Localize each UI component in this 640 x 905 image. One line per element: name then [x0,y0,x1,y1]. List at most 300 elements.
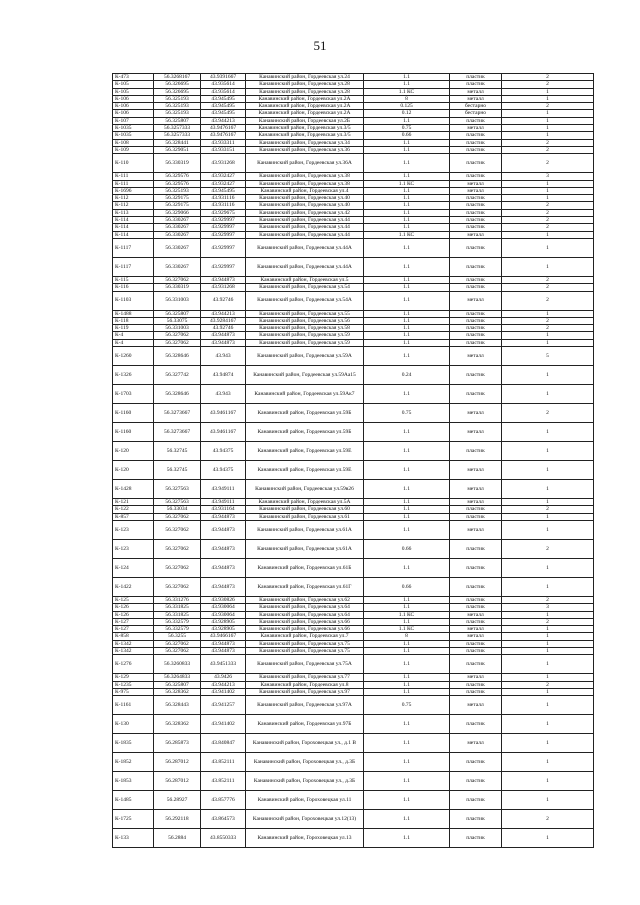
material-cell: пластик [450,810,502,829]
material-cell: металл [450,461,502,480]
material-cell: пластик [450,276,502,283]
material-cell: пластик [450,829,502,848]
address-cell: Канавинский район, Гороховецкая ул.11 [246,791,364,810]
count-cell: 1 [502,577,594,596]
latitude-cell: 56.331825 [154,611,201,618]
site-id-cell: К-111 [113,180,154,187]
table-row [113,125,594,132]
table-row [113,506,594,513]
address-cell: Канавинский район, Гордеевская ул.61Б [246,558,364,577]
material-cell: пластик [450,173,502,180]
count-cell: 3 [502,604,594,611]
table-row [113,339,594,346]
site-id-cell: К-113 [113,209,154,216]
count-cell: 3 [502,173,594,180]
count-cell: 2 [502,810,594,829]
volume-cell: 0.24 [364,366,450,385]
count-cell: 1 [502,110,594,117]
table-row [113,217,594,224]
table-row [113,195,594,202]
table-row [113,734,594,753]
longitude-cell: 43.9391667 [201,74,246,81]
site-id-cell: К-114 [113,231,154,238]
site-id-cell: К-106 [113,95,154,102]
material-cell: пластик [450,385,502,404]
address-cell: Канавинский район, Гордеевская ул.59Б [246,404,364,423]
site-id-cell: К-107 [113,117,154,124]
material-cell: пластик [450,513,502,520]
latitude-cell: 56.330267 [154,231,201,238]
count-cell: 1 [502,626,594,633]
longitude-cell: 43.935614 [201,81,246,88]
latitude-cell: 56.3257333 [154,125,201,132]
material-cell: пластик [450,539,502,558]
volume-cell: 1.1 [364,681,450,688]
address-cell: Канавинский район, Гордеевская ул.61 [246,513,364,520]
site-id-cell: К-119 [113,325,154,332]
table-row [113,317,594,324]
table-row [113,385,594,404]
table-row [113,81,594,88]
address-cell: Канавинский район, Гордеевская ул.97Б [246,715,364,734]
volume-cell: 1.1 [364,81,450,88]
site-id-cell: К-109 [113,146,154,153]
count-cell: 2 [502,146,594,153]
volume-cell: 1.1 [364,829,450,848]
count-cell: 2 [502,404,594,423]
site-id-cell: К-858 [113,633,154,640]
table-row [113,231,594,238]
address-cell: Канавинский район, Гордеевская ул.56 [246,317,364,324]
table-row [113,539,594,558]
address-cell: Канавинский район, Гордеевская ул.44А [246,257,364,276]
latitude-cell: 56.329051 [154,146,201,153]
address-cell: Канавинский район, Гордеевская ул.59Ак7 [246,385,364,404]
site-id-cell: К-126 [113,604,154,611]
material-cell: металл [450,180,502,187]
volume-cell: 1.1 [364,154,450,173]
material-cell: пластик [450,688,502,695]
count-cell: 2 [502,202,594,209]
address-cell: Канавинский район, Гороховецкая ул., д.3Б [246,753,364,772]
count-cell: 1 [502,499,594,506]
count-cell: 1 [502,753,594,772]
address-cell: Канавинский район, Гордеевская ул.62 [246,596,364,603]
count-cell: 1 [502,715,594,734]
count-cell: 2 [502,291,594,310]
count-cell: 2 [502,217,594,224]
address-cell: Канавинский район, Гордеевская ул.5А [246,499,364,506]
table-row [113,238,594,257]
longitude-cell: 43.944873 [201,558,246,577]
count-cell: 1 [502,310,594,317]
material-cell: пластик [450,154,502,173]
site-id-cell: К-123 [113,520,154,539]
count-cell: 1 [502,655,594,674]
longitude-cell: 43.949111 [201,499,246,506]
address-cell: Канавинский район, Гордеевская ул.44 [246,217,364,224]
address-cell: Канавинский район, Гордеевская ул.44 [246,224,364,231]
site-id-cell: К-1103 [113,291,154,310]
longitude-cell: 43.929997 [201,231,246,238]
table-row [113,772,594,791]
latitude-cell: 56.327062 [154,513,201,520]
material-cell: металл [450,187,502,194]
latitude-cell: 56.287012 [154,753,201,772]
count-cell: 1 [502,195,594,202]
register-sheet [112,73,593,848]
material-cell: пластик [450,224,502,231]
table-row [113,154,594,173]
address-cell: Канавинский район, Гордеевская ул.64 [246,604,364,611]
latitude-cell: 56.328441 [154,139,201,146]
site-id-cell: К-857 [113,513,154,520]
site-id-cell: К-1260 [113,347,154,366]
longitude-cell: 43.931268 [201,154,246,173]
site-id-cell: К-105 [113,88,154,95]
table-row [113,577,594,596]
volume-cell: 1.1 [364,317,450,324]
material-cell: пластик [450,209,502,216]
table-row [113,74,594,81]
table-row [113,604,594,611]
volume-cell: 1.1 [364,310,450,317]
count-cell: 1 [502,674,594,681]
site-id-cell: К-4 [113,339,154,346]
latitude-cell: 56.327062 [154,276,201,283]
longitude-cell: 43.931116 [201,195,246,202]
latitude-cell: 56.327062 [154,647,201,654]
count-cell: 1 [502,366,594,385]
count-cell: 2 [502,74,594,81]
volume-cell: 0.66 [364,577,450,596]
table-row [113,173,594,180]
table-row [113,180,594,187]
count-cell: 2 [502,81,594,88]
material-cell: пластик [450,238,502,257]
longitude-cell: 43.944873 [201,640,246,647]
longitude-cell: 43.94375 [201,461,246,480]
table-row [113,95,594,102]
table-row [113,310,594,317]
longitude-cell: 43.945495 [201,187,246,194]
count-cell: 1 [502,423,594,442]
material-cell: бестарно [450,103,502,110]
longitude-cell: 43.840847 [201,734,246,753]
longitude-cell: 43.945495 [201,95,246,102]
count-cell: 2 [502,209,594,216]
latitude-cell: 56.329175 [154,195,201,202]
latitude-cell: 56.328362 [154,715,201,734]
longitude-cell: 43.852111 [201,753,246,772]
material-cell: пластик [450,146,502,153]
site-id-cell: К-115 [113,276,154,283]
longitude-cell: 43.864573 [201,810,246,829]
address-cell: Канавинский район, Гордеевская ул.36А [246,154,364,173]
table-row [113,325,594,332]
latitude-cell: 56.32745 [154,442,201,461]
volume-cell: 0.75 [364,125,450,132]
address-cell: Канавинский район, Гордеевская ул.2А [246,110,364,117]
latitude-cell: 56.327062 [154,339,201,346]
material-cell: металл [450,125,502,132]
longitude-cell: 43.94874 [201,366,246,385]
longitude-cell: 43.9451333 [201,655,246,674]
longitude-cell: 43.930064 [201,604,246,611]
site-id-cell: К-110 [113,154,154,173]
latitude-cell: 56.3273667 [154,423,201,442]
latitude-cell: 56.325193 [154,95,201,102]
volume-cell: 1.1 [364,423,450,442]
volume-cell: 1.1 [364,753,450,772]
longitude-cell: 43.944873 [201,276,246,283]
count-cell: 1 [502,520,594,539]
volume-cell: 1.1 [364,257,450,276]
count-cell: 1 [502,461,594,480]
longitude-cell: 43.9284167 [201,317,246,324]
table-row [113,202,594,209]
table-row [113,284,594,291]
address-cell: Канавинский район, Гордеевская ул.42 [246,209,364,216]
latitude-cell: 56.329576 [154,180,201,187]
site-id-cell: К-112 [113,195,154,202]
table-row [113,139,594,146]
material-cell: пластик [450,655,502,674]
material-cell: пластик [450,74,502,81]
count-cell: 2 [502,103,594,110]
volume-cell: 1.1 [364,187,450,194]
volume-cell: 1.1 [364,604,450,611]
volume-cell: 1.1 [364,195,450,202]
address-cell: Канавинский район, Гордеевская ул.77 [246,674,364,681]
longitude-cell: 43.944213 [201,310,246,317]
address-cell: Канавинский район, Гордеевская ул.44А [246,238,364,257]
site-id-cell: К-1276 [113,655,154,674]
count-cell: 1 [502,688,594,695]
latitude-cell: 56.2884 [154,829,201,848]
address-cell: Канавинский район, Гордеевская ул.59 [246,339,364,346]
latitude-cell: 56.327062 [154,640,201,647]
longitude-cell: 43.9466167 [201,633,246,640]
count-cell: 1 [502,95,594,102]
site-id-cell: К-1835 [113,734,154,753]
table-row [113,404,594,423]
count-cell: 1 [502,132,594,139]
volume-cell: 1.1 [364,640,450,647]
latitude-cell: 56.329576 [154,173,201,180]
volume-cell: 1.1 [364,513,450,520]
address-cell: Канавинский район, Гордеевская ул.38 [246,180,364,187]
site-id-cell: К-1488 [113,310,154,317]
table-row [113,110,594,117]
volume-cell: 1.1 [364,461,450,480]
material-cell: металл [450,347,502,366]
count-cell: 1 [502,385,594,404]
longitude-cell: 43.929997 [201,257,246,276]
count-cell: 2 [502,224,594,231]
material-cell: металл [450,404,502,423]
material-cell: пластик [450,618,502,625]
address-cell: Канавинский район, Гордеевская ул.3/5 [246,125,364,132]
address-cell: Канавинский район, Гордеевская ул.75 [246,640,364,647]
volume-cell: 1.1 [364,618,450,625]
site-id-cell: К-1326 [113,366,154,385]
material-cell: пластик [450,577,502,596]
volume-cell: 1.1 [364,332,450,339]
material-cell: пластик [450,339,502,346]
material-cell: пластик [450,132,502,139]
latitude-cell: 56.329066 [154,209,201,216]
latitude-cell: 56.332579 [154,618,201,625]
longitude-cell: 43.932427 [201,173,246,180]
longitude-cell: 43.931268 [201,284,246,291]
volume-cell: 1.1 [364,217,450,224]
site-id-cell: К-106 [113,110,154,117]
address-cell: Канавинский район, Гордеевская ул.66 [246,626,364,633]
table-row [113,146,594,153]
material-cell: металл [450,611,502,618]
table-row [113,674,594,681]
latitude-cell: 56.325807 [154,681,201,688]
count-cell: 1 [502,117,594,124]
latitude-cell: 56.330267 [154,257,201,276]
longitude-cell: 43.944873 [201,577,246,596]
site-id-cell: К-1161 [113,696,154,715]
table-row [113,257,594,276]
material-cell: металл [450,696,502,715]
latitude-cell: 56.328362 [154,688,201,695]
site-id-cell: К-1117 [113,238,154,257]
material-cell: пластик [450,604,502,611]
volume-cell: 0.75 [364,696,450,715]
material-cell: пластик [450,310,502,317]
longitude-cell: 43.931116 [201,202,246,209]
latitude-cell: 56.332579 [154,626,201,633]
volume-cell: 1.1 КС [364,611,450,618]
count-cell: 2 [502,154,594,173]
count-cell: 1 [502,791,594,810]
material-cell: металл [450,231,502,238]
address-cell: Канавинский район, Гордеевская ул.64 [246,611,364,618]
latitude-cell: 56.330267 [154,238,201,257]
site-id-cell: К-1342 [113,647,154,654]
volume-cell: 1.1 [364,480,450,499]
site-id-cell: К-111 [113,173,154,180]
longitude-cell: 43.94375 [201,442,246,461]
site-id-cell: К-130 [113,715,154,734]
count-cell: 1 [502,238,594,257]
site-id-cell: К-121 [113,499,154,506]
longitude-cell: 43.944213 [201,681,246,688]
table-row [113,611,594,618]
site-id-cell: К-1160 [113,423,154,442]
volume-cell: 1.1 [364,647,450,654]
material-cell: пластик [450,81,502,88]
volume-cell: 1.1 [364,117,450,124]
latitude-cell: 56.330267 [154,217,201,224]
site-id-cell: К-127 [113,618,154,625]
site-id-cell: К-127 [113,626,154,633]
longitude-cell: 43.9476167 [201,125,246,132]
table-row [113,132,594,139]
volume-cell: 1.1 [364,202,450,209]
volume-cell: 1.1 [364,209,450,216]
volume-cell: 1.1 [364,146,450,153]
count-cell: 1 [502,829,594,848]
site-id-cell: К-129 [113,674,154,681]
volume-cell: 0.66 [364,132,450,139]
volume-cell: 1.1 [364,499,450,506]
longitude-cell: 43.945495 [201,110,246,117]
address-cell: Канавинский район, Гордеевская ул.36 [246,146,364,153]
longitude-cell: 43.930064 [201,611,246,618]
volume-cell: 8 [364,95,450,102]
material-cell: пластик [450,257,502,276]
address-cell: Канавинский район, Гордеевская ул.40 [246,202,364,209]
address-cell: Канавинский район, Гордеевская ул.60 [246,506,364,513]
table-row [113,520,594,539]
longitude-cell: 43.929997 [201,217,246,224]
table-row [113,480,594,499]
address-cell: Канавинский район, Гордеевская ул.24 [246,74,364,81]
site-id-cell: К-118 [113,317,154,324]
latitude-cell: 56.327062 [154,577,201,596]
site-id-cell: К-1160 [113,404,154,423]
address-cell: Канавинский район, Гороховецкая ул.12(13) [246,810,364,829]
latitude-cell: 56.325807 [154,310,201,317]
latitude-cell: 56.327563 [154,499,201,506]
volume-cell: 1.1 [364,688,450,695]
count-cell: 1 [502,696,594,715]
latitude-cell: 56.327062 [154,520,201,539]
site-id-cell: К-112 [113,202,154,209]
material-cell: металл [450,734,502,753]
table-row [113,596,594,603]
latitude-cell: 56.33075 [154,317,201,324]
longitude-cell: 43.941257 [201,696,246,715]
site-id-cell: К-123 [113,539,154,558]
volume-cell: 1.1 [364,173,450,180]
volume-cell: 1.1 [364,655,450,674]
latitude-cell: 56.325193 [154,103,201,110]
longitude-cell: 43.9461167 [201,423,246,442]
site-id-cell: К-120 [113,442,154,461]
longitude-cell: 43.931164 [201,506,246,513]
address-cell: Канавинский район, Гордеевская ул.59 [246,332,364,339]
material-cell: пластик [450,558,502,577]
address-cell: Канавинский район, Гордеевская ул.59Б [246,423,364,442]
latitude-cell: 56.331276 [154,596,201,603]
count-cell: 2 [502,506,594,513]
latitude-cell: 56.28927 [154,791,201,810]
count-cell: 2 [502,139,594,146]
count-cell: 1 [502,611,594,618]
site-id-cell: К-106 [113,103,154,110]
latitude-cell: 56.327062 [154,539,201,558]
material-cell: пластик [450,647,502,654]
latitude-cell: 56.3268167 [154,74,201,81]
longitude-cell: 43.857776 [201,791,246,810]
latitude-cell: 56.328443 [154,696,201,715]
material-cell: пластик [450,596,502,603]
volume-cell: 0.66 [364,539,450,558]
material-cell: пластик [450,506,502,513]
material-cell: пластик [450,640,502,647]
address-cell: Канавинский район, Гордеевская ул.4 [246,187,364,194]
table-row [113,655,594,674]
address-cell: Канавинский район, Гордеевская ул.44 [246,231,364,238]
volume-cell: 1.1 [364,810,450,829]
